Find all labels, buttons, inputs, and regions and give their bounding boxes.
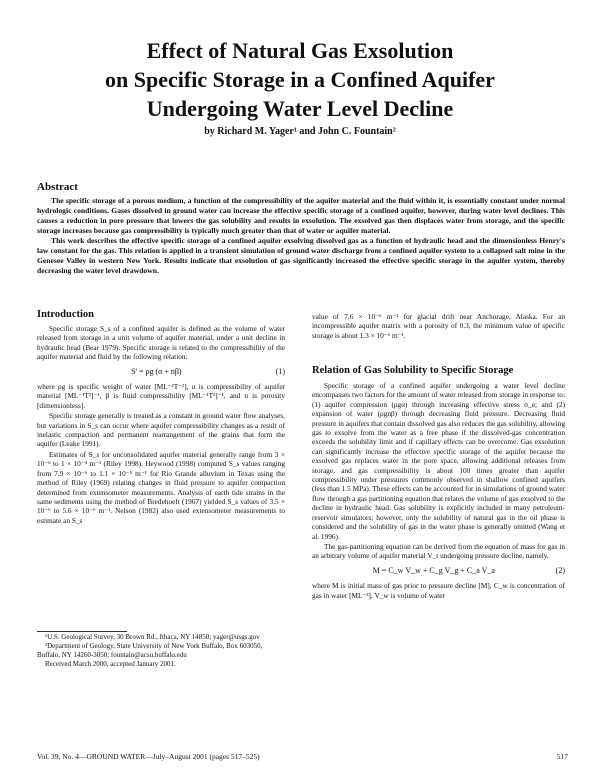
right-column	[312, 381, 565, 601]
right-paragraph-3: where M is initial mass of gas prior to pressure decline [M], C_w is concentration of gas in water [ML⁻³], V_w is volume of water	[312, 581, 565, 600]
footnotes	[37, 633, 287, 669]
right-column-top	[312, 312, 565, 341]
right-paragraph-1: Specific storage of a confined aquifer undergoing a water level decline encompasses two factors for the amount of water released from storage in response to: (1) aquifer compression (ρgα) through increasing effective stress σ_e; and (2) expansion of water (ρgnβ) through decreasing fluid pressure. Decreasing fluid pressure in aquifers that contain dissolved gas also reduces the gas solubility, allowing gas to exsolve from the water as a free phase if the dissolved-gas concentration exceeds the solubility limit and if capillary effects can be overcome. Gas exsolution can significantly increase the effective specific storage of the aquifer because the exsolved gas replaces water in the pore space, allowing additional releases from storage, and gas compressibility is about 100 times greater than aquifer compressibility under pressures commonly observed in shallow confined aquifers (less than 1.5 MPa). These effects can be accounted for in simulations of ground water flow through a gas partitioning equation that relates the volume of gas exsolved to the decline in hydraulic head. Gas solubility is explicitly included in many petroleum-reservoir simulators; however, only the solubility of natural gas in the oil phase is considered and the solubility of gas in the water phase is generally omitted (Wang et al. 1996).	[312, 381, 565, 541]
intro-paragraph-2: where ρg is specific weight of water [ML⁻²T⁻²], α is compressibility of aquifer material [ML⁻¹T²]⁻¹, β is fluid compressibility [ML⁻¹T²]⁻¹, and n is porosity [dimensionless].	[37, 382, 285, 410]
intro-paragraph-1: Specific storage S_s of a confined aquifer is defined as the volume of water released from storage in a unit volume of aquifer material, under a unit decline in hydraulic head (Bear 1979). Specific storage is related to the compressibility of the aquifer material and fluid by the following relation:	[37, 324, 285, 362]
gas-solubility-heading: Relation of Gas Solubility to Specific Storage	[312, 365, 514, 376]
left-column	[37, 324, 285, 526]
equation-2	[312, 566, 565, 575]
footnote-rule	[37, 631, 127, 632]
intro-paragraph-3: Specific storage generally is treated as a constant in ground water flow analyses, but variations in S_s can occur where aquifer compressibility changes as a result of inelastic compaction and permanent rearrangement of the grains that form the aquifer (Leake 1991).	[37, 411, 285, 449]
author-byline: by Richard M. Yager¹ and John C. Fountain²	[204, 126, 396, 137]
paper-title	[40, 36, 560, 123]
page-number: 517	[556, 752, 568, 761]
equation-1-number: (1)	[275, 366, 285, 376]
received-note: Received March 2000, accepted January 2001.	[45, 660, 176, 668]
abstract-paragraph-1: The specific storage of a porous medium, a function of the compressibility of the aquifer material and the fluid within it, is essentially constant under normal hydrologic conditions. Gases dissolved in ground water can increase the effective specific storage of a confined aquifer, however, during water level declines. This causes a reduction in pore pressure that lowers the gas solubility and results in exsolution. The exsolved gas then displaces water from storage, and the specific storage increases because gas compressibility is typically much greater than that of water or aquifer material.	[37, 196, 565, 235]
abstract-body	[37, 196, 565, 276]
intro-paragraph-4: Estimates of S_s for unconsolidated aquifer material generally range from 3 × 10⁻⁶ to 1 × 10⁻⁴ m⁻¹ (Riley 1998). Heywood (1998) computed S_s values ranging from 7.9 × 10⁻⁶ to 1.1 × 10⁻⁵ m⁻¹ for Rio Grande alluvium in Texas using the method of Riley (1969) relating changes in fluid pressure to aquifer compaction determined from extensometer measurements. Analysis of earth tide strains in the same sediments using the method of Bredehoeft (1967) yielded S_s values of 3.5 × 10⁻⁶ to 5.6 × 10⁻⁶ m⁻¹. Nelson (1982) also used extensometer measurements to estimate an S_s	[37, 449, 285, 525]
abstract-paragraph-2: This work describes the effective specific storage of a confined aquifer exsolving dissolved gas as a function of hydraulic head and the dimensionless Henry's law constant for the gas. This relation is applied in a transient simulation of ground water discharge from a confined aquifer system to a collapsed salt mine in the Genesee Valley in western New York. Results indicate that exsolution of gas significantly increased the effective specific storage in the aquifer system, thereby decreasing the water level drawdown.	[37, 236, 565, 275]
equation-1	[37, 367, 285, 376]
equation-2-formula: M = C_w V_w + C_g V_g + C_a V_a	[372, 565, 495, 575]
footnote-2: ²Department of Geology, State University of New York Buffalo, Box 603050, Buffalo, NY 14260-3050; fountain@acsu.buffalo.edu	[37, 642, 263, 659]
footnote-1: ¹U.S. Geological Survey, 30 Brown Rd., Ithaca, NY 14850; yager@usgs.gov	[45, 633, 260, 641]
right-paragraph-2: The gas-partitioning equation can be derived from the equation of mass for gas in an arbitrary volume of aquifer material V_t undergoing pressure decline, namely,	[312, 541, 565, 561]
title-line-3: Undergoing Water Level Decline	[146, 96, 454, 121]
title-line-2: on Specific Storage in a Confined Aquifer	[105, 67, 495, 92]
journal-citation: Vol. 39, No. 4—GROUND WATER—July–August 2001 (pages 517–525)	[37, 752, 260, 761]
abstract-heading: Abstract	[37, 181, 78, 193]
title-line-1: Effect of Natural Gas Exsolution	[146, 38, 454, 63]
introduction-heading: Introduction	[37, 309, 94, 320]
equation-1-formula: S' = ρg (α + nβ)	[131, 366, 182, 376]
right-paragraph-0: value of 7.6 × 10⁻⁶ m⁻¹ for glacial drift near Anchorage, Alaska. For an incompressible aquifer matrix with a porosity of 0.3, the minimum value of specific storage is about 1.3 × 10⁻⁶ m⁻¹.	[312, 312, 565, 340]
equation-2-number: (2)	[555, 565, 565, 575]
